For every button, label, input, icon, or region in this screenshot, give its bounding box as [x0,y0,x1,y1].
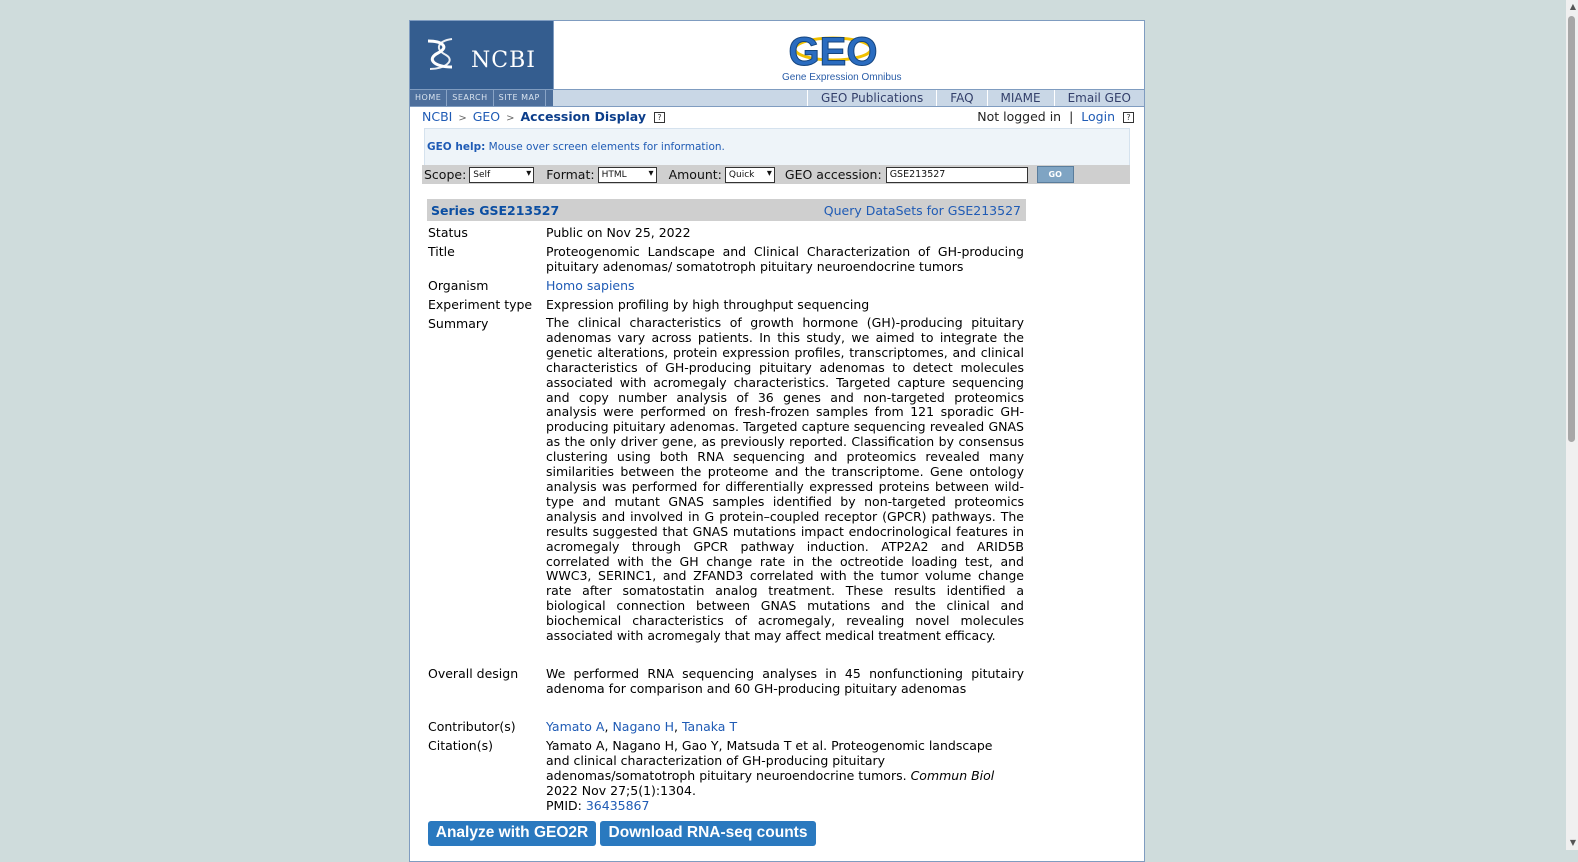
series-title: Series GSE213527 [431,203,560,218]
title-label: Title [428,244,455,259]
contributor-link[interactable]: Nagano H [612,719,675,734]
analyze-geo2r-button[interactable]: Analyze with GEO2R [428,821,596,846]
page-frame [409,20,1145,862]
format-label: Format: [546,167,595,182]
breadcrumb-separator: > [458,113,467,124]
geo-nav [807,90,1144,106]
breadcrumb-geo[interactable]: GEO [472,109,501,124]
scope-select[interactable]: Self ▾ [469,167,534,183]
help-question-icon[interactable]: ? [1123,112,1134,123]
nav-miame[interactable]: MIAME [987,90,1054,106]
nav-site-map[interactable]: SITE MAP [494,90,546,106]
nav-search[interactable]: SEARCH [447,90,493,106]
contributors-value [546,719,1024,734]
query-datasets-link[interactable]: Query DataSets for GSE213527 [823,203,1021,218]
scroll-down-arrow-icon[interactable]: ▼ [1569,838,1576,847]
experiment-type-label: Experiment type [428,297,533,312]
login-divider: | [1069,109,1074,124]
ncbi-logo-text: NCBI [471,48,536,73]
pmid-link[interactable]: 36435867 [585,798,650,813]
contributor-separator: , [604,719,609,734]
breadcrumb-separator: > [506,113,515,124]
help-box [424,128,1130,166]
overall-design-value: We performed RNA sequencing analyses in 45 nonfunctioning pitutairy adenoma for comparison and 60 GH-producing pituitary adenomas [546,666,1024,696]
ncbi-nav [410,90,553,106]
dna-helix-icon [424,35,458,75]
title-value: Proteogenomic Landscape and Clinical Characterization of GH-producing pituitary adenomas/ somatotroph pituitary neuroendocrine tumors [546,244,1024,274]
citation-label: Citation(s) [428,738,493,753]
status-value: Public on Nov 25, 2022 [546,225,691,240]
scroll-up-arrow-icon[interactable]: ▲ [1569,2,1576,11]
geo-logo-letters: GEO [788,30,878,74]
nav-home[interactable]: HOME [410,90,447,106]
account-status [977,109,1134,124]
nav-email-geo[interactable]: Email GEO [1054,90,1144,106]
overall-design-label: Overall design [428,666,519,681]
summary-value: The clinical characteristics of growth hormone (GH)-producing pituitary adenomas vary across patients. In this study, we aimed to integrate the genetic alterations, protein expression profiles, transcriptomes, and clinical characteristics of GH-producing pituitary adenomas to detect molecules associated with acromegaly characteristics. Targeted capture sequencing and copy number analysis of 36 genes and non-targeted proteomics analysis were performed on fresh-frozen samples from 121 sporadic GH-producing pituitary adenomas. Targeted capture sequencing revealed GNAS as the only driver gene, as previously reported. Classification by consensus clustering using both RNA sequencing and proteomics revealed many similarities between the proteome and the transcriptome. Gene ontology analysis was performed for differentially expressed proteins between wild-type and mutant GNAS samples identified by non-targeted proteomics analysis and involved in G protein–coupled receptor (GPCR) pathways. The results suggested that GNAS mutations impact endocrinological features in acromegaly through GPCR pathway induction. ATP2A2 and ARID5B correlated with the GH change rate in the octreotide loading test, and WWC3, SERINC1, and ZFAND3 correlated with the tumor volume change rate after somatostatin analog treatment. These results identified a biological connection between GNAS mutations and the clinical and biochemical characteristics of acromegaly, revealing novel molecules associated with acromegaly that may affect medical treatment efficacy. [546,315,1024,644]
citation-text: Yamato A, Nagano H, Gao Y, Matsuda T et al. Proteogenomic landscape and clinical characterization of GH-producing pituitary adenomas/somatotroph pituitary neuroendocrine tumors. [546,738,993,783]
pmid-label: PMID: [546,798,582,813]
organism-link[interactable]: Homo sapiens [546,278,635,293]
accession-input[interactable]: GSE213527 [886,167,1028,183]
format-select[interactable]: HTML ▾ [598,167,657,183]
help-text: Mouse over screen elements for information. [488,141,725,153]
geo-logo-graphic [788,27,878,74]
breadcrumb-ncbi[interactable]: NCBI [422,109,453,124]
contributor-link[interactable]: Yamato A [546,719,605,734]
citation-value [546,738,1016,813]
status-label: Status [428,225,468,240]
geo-logo-subtitle: Gene Expression Omnibus [782,72,902,83]
amount-label: Amount: [668,167,722,182]
navigation-bar [410,89,1144,107]
breadcrumb [422,109,665,124]
query-bar [422,165,1130,184]
go-button[interactable]: GO [1037,166,1074,183]
amount-select[interactable]: Quick ▾ [725,167,775,183]
contributor-link[interactable]: Tanaka T [681,719,738,734]
summary-label: Summary [428,316,489,331]
series-header [427,199,1026,221]
contributors-label: Contributor(s) [428,719,516,734]
login-link[interactable]: Login [1081,109,1116,124]
organism-label: Organism [428,278,489,293]
ncbi-logo[interactable] [410,21,554,89]
geo-logo[interactable] [553,21,1144,89]
citation-tail: 2022 Nov 27;5(1):1304. [546,783,696,798]
scrollbar-thumb[interactable] [1568,16,1575,442]
download-rnaseq-counts-button[interactable]: Download RNA-seq counts [600,821,816,846]
help-label: GEO help: [427,141,486,153]
help-question-icon[interactable]: ? [654,112,665,123]
accession-label: GEO accession: [784,167,882,182]
nav-geo-publications[interactable]: GEO Publications [807,90,936,106]
login-status-text: Not logged in [977,109,1062,124]
experiment-type-value: Expression profiling by high throughput sequencing [546,297,870,312]
contributor-separator: , [674,719,678,734]
nav-faq[interactable]: FAQ [936,90,986,106]
breadcrumb-current: Accession Display [520,109,647,124]
vertical-scrollbar[interactable] [1566,0,1578,850]
citation-journal: Commun Biol [910,768,995,783]
scope-label: Scope: [424,167,467,182]
